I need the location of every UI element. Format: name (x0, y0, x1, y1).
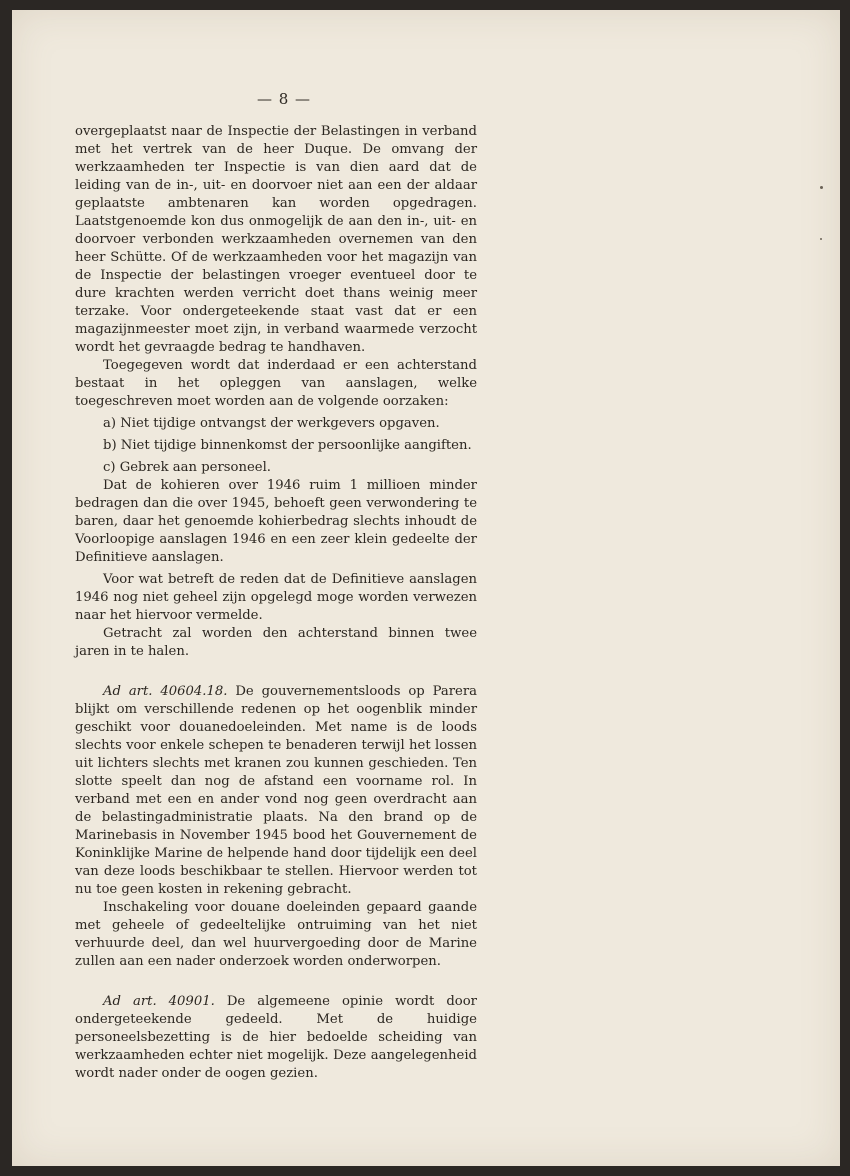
paragraph-arrears: Toegegeven wordt dat inderdaad er een achterstand bestaat in het opleggen van aanslagen, welke toegeschreven moet worden aan de volgende oorzaken: (75, 358, 477, 409)
paragraph-definitieve: Voor wat betreft de reden dat de Definitieve aanslagen 1946 nog niet geheel zijn opgelegd moge worden verwezen naar het hiervoor vermelde. (75, 572, 477, 623)
paragraph-kohieren: Dat de kohieren over 1946 ruim 1 millioen minder bedragen dan die over 1945, behoeft geen verwondering te baren, daar het genoemde kohierbedrag slechts inhoudt de Voorloopige aanslagen 1946 en een zeer klein gedeelte der Definitieve aanslagen. (75, 478, 477, 565)
article-reference: Ad art. 40604.18. (103, 684, 228, 699)
paper-speck (820, 186, 823, 189)
body-text (75, 123, 477, 1083)
list-item-a: a) Niet tijdige ontvangst der werkgevers opgaven. (103, 416, 440, 431)
paper-speck (820, 238, 822, 240)
paragraph-ad-art-40901 (75, 993, 477, 1083)
paragraph-continuation: overgeplaatst naar de Inspectie der Belastingen in verband met het vertrek van de heer Duque. De omvang der werkzaamheden ter Inspectie is van dien aard dat de leiding van de in-, uit- en doorvoer niet aan een der aldaar geplaatste ambtenaren kan worden opgedragen. Laatstgenoemde kon dus onmogelijk de aan den in-, uit- en doorvoer verbonden werkzaamheden overnemen van den heer Schütte. Of de werkzaamheden voor het magazijn van de Inspectie der belastingen vroeger eventueel door te dure krachten werden verricht doet thans weinig meer terzake. Voor ondergeteekende staat vast dat er een magazijnmeester moet zijn, in verband waarmede verzocht wordt het gevraagde bedrag te handhaven. (75, 124, 477, 355)
paragraph-text: De gouvernementsloods op Parera blijkt om verschillende redenen op het oogenblik minder geschikt voor douanedoeleinden. Met name is de loods slechts voor enkele schepen te benaderen terwijl het lossen uit lichters slechts met kranen zou kunnen geschieden. Ten slotte speelt dan nog de afstand een voorname rol. In verband met een en ander vond nog geen overdracht aan de belastingadministratie plaats. Na den brand op de Marinebasis in November 1945 bood het Gouvernement de Koninklijke Marine de helpende hand door tijdelijk een deel van deze loods beschikbaar te stellen. Hiervoor werden tot nu toe geen kosten in rekening gebracht. (75, 684, 477, 897)
page-number: — 8 — (256, 90, 312, 108)
list-item-c: c) Gebrek aan personeel. (103, 460, 271, 475)
article-reference: Ad art. 40901. (103, 994, 215, 1009)
paragraph-text: De algemeene opinie wordt door ondergeteekende gedeeld. Met de huidige personeelsbezetting is de hier bedoelde scheiding van werkzaamheden echter niet mogelijk. Deze aangelegenheid wordt nader onder de oogen gezien. (75, 994, 477, 1081)
paragraph-achterstand: Getracht zal worden den achterstand binnen twee jaren in te halen. (75, 626, 477, 659)
paragraph-ad-art-40604 (75, 683, 477, 899)
list-item-b: b) Niet tijdige binnenkomst der persoonlijke aangiften. (103, 438, 472, 453)
document-page (12, 10, 840, 1166)
paragraph-inschakeling: Inschakeling voor douane doeleinden gepaard gaande met geheele of gedeeltelijke ontruiming van het niet verhuurde deel, dan wel huurvergoeding door de Marine zullen aan een nader onderzoek worden onderworpen. (75, 900, 477, 969)
